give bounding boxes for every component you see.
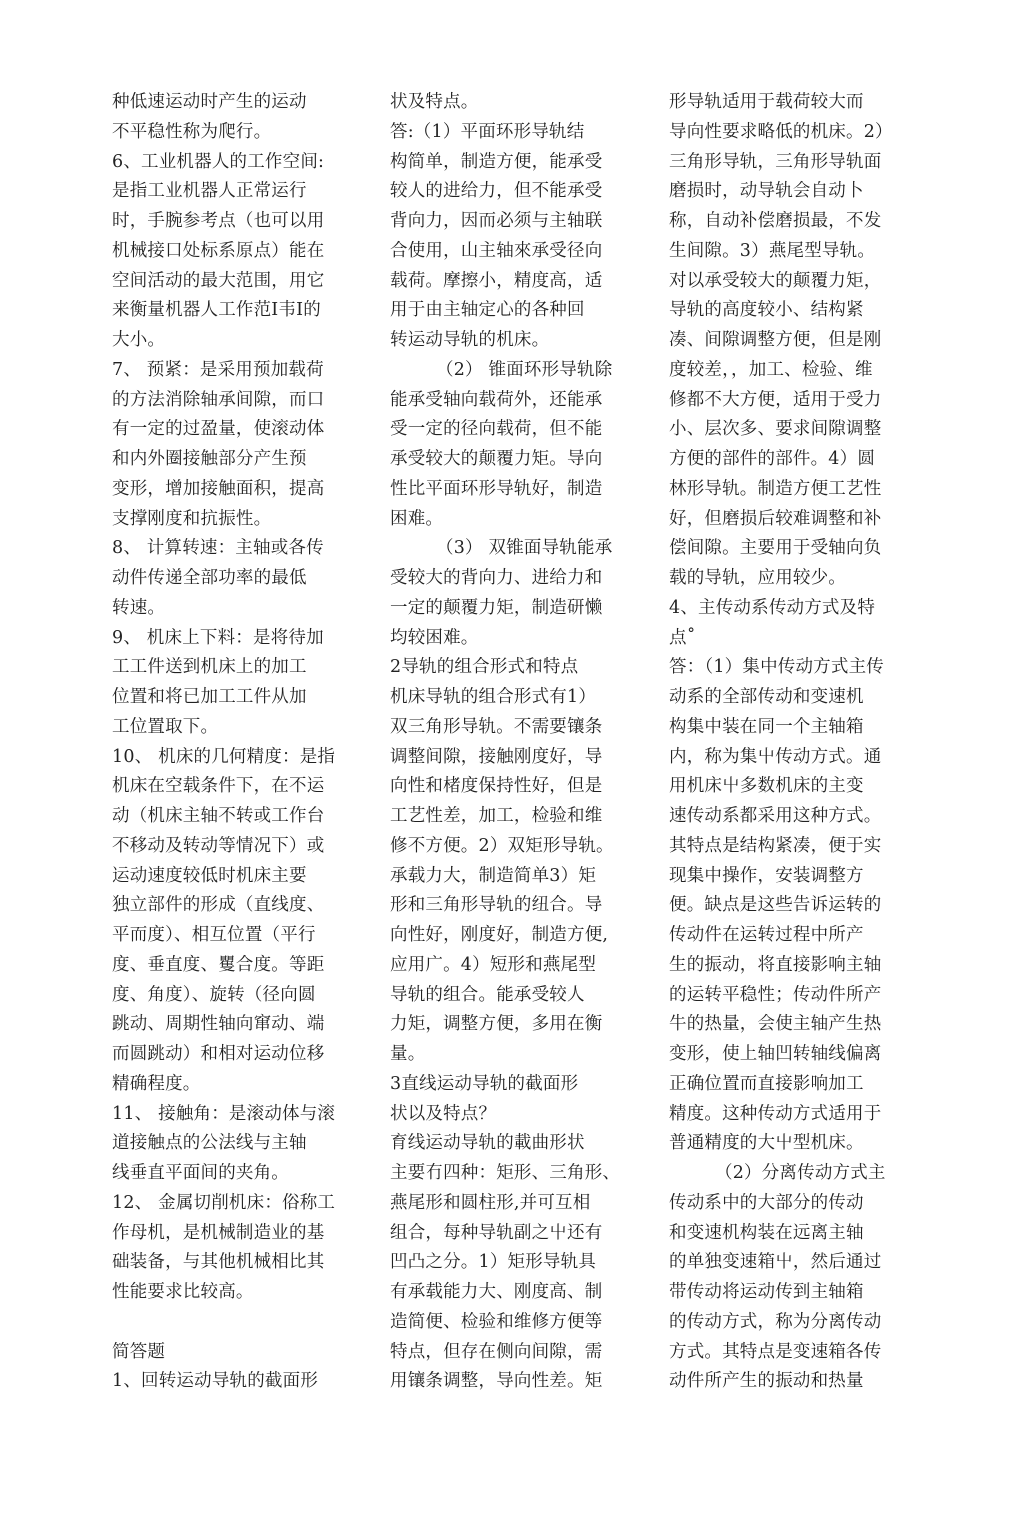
text-line: 修都不大方便，适用于受力 bbox=[669, 389, 882, 410]
text-line: 有承载能力大、刚度高、制 bbox=[390, 1282, 603, 1302]
text-line: 答：（1）集中传动方式主传 bbox=[669, 657, 884, 678]
text-line: 础装备，与其他机械相比其 bbox=[112, 1252, 325, 1273]
text-line: 的运转平稳性；传动件所产 bbox=[669, 984, 882, 1005]
text-line: 变形，增加接触面积，提高 bbox=[112, 478, 325, 499]
text-line: 1、回转运动导轨的截面形 bbox=[112, 1371, 319, 1392]
text-line: 机械接口处标系原点）能在 bbox=[112, 240, 325, 261]
text-line: 工艺性差，加工，检验和维 bbox=[390, 806, 603, 826]
text-line: 不平稳性称为爬行。 bbox=[112, 121, 272, 142]
text-line: 传动系中的大部分的传动 bbox=[669, 1192, 864, 1213]
text-line: 11、 接触角：是滚动体与滚 bbox=[112, 1103, 336, 1124]
text-line: 性能要求比较高。 bbox=[112, 1282, 254, 1302]
text-line: 传动件在运转过程中所产 bbox=[669, 925, 864, 945]
text-line: 的单独变速箱屮，然后通过 bbox=[669, 1252, 882, 1273]
text-line: 3直线运动导轨的截面形 bbox=[390, 1073, 579, 1094]
text-line: 现集中操作，安装调整方 bbox=[669, 865, 864, 886]
text-line: 承载力大，制造简单3）矩 bbox=[390, 865, 597, 886]
text-line: 好，但磨损后较难调整和补 bbox=[669, 508, 882, 529]
text-line: 均较困难。 bbox=[390, 627, 479, 648]
text-line: 性比平面环形导轨好，制造 bbox=[390, 478, 603, 499]
text-line: 导向性要求略低的机床。2） bbox=[669, 121, 893, 142]
text-line: 一定的颠覆力矩，制造研懒 bbox=[390, 597, 603, 618]
text-line: 平而度）、相互位置（平行 bbox=[112, 925, 316, 945]
text-line: 凑、间隙调整方便，但是刚 bbox=[669, 330, 882, 350]
text-line: 向性好，刚度好，制造方便, bbox=[390, 925, 609, 945]
text-line: 生的振动，将直接影响主轴 bbox=[669, 954, 882, 975]
text-line: 燕尾形和圆柱形,并可互相 bbox=[390, 1192, 591, 1213]
text-line: 导轨的组合。能承受较人 bbox=[390, 984, 585, 1005]
text-line: 修不方便。2）双矩形导轨。 bbox=[390, 835, 614, 856]
text-line: 6、工业机器人的工作空间: bbox=[112, 151, 325, 172]
text-line: 种低速运动时产生的运动 bbox=[112, 92, 307, 112]
text-line: 道接触点的公法线与主轴 bbox=[112, 1133, 307, 1154]
text-line: 的传动方式，称为分离传动 bbox=[669, 1311, 882, 1332]
text-line: 方便的部件的部件。4）圆 bbox=[669, 449, 876, 469]
text-line: 7、 预紧：是采用预加载荷 bbox=[112, 359, 324, 380]
text-line: 动件所产生的振动和热量 bbox=[669, 1371, 864, 1392]
text-line: 牛的热量，会使主轴产生热 bbox=[669, 1014, 882, 1035]
text-line: （2） 锥面环形导轨除 bbox=[436, 359, 613, 380]
text-line: 4、主传动系传动方式及特 bbox=[669, 597, 876, 618]
text-line: 用机床屮多数机床的主变 bbox=[669, 776, 864, 797]
text-line: 内，称为集屮传动方式。通 bbox=[669, 746, 882, 767]
text-line: 跳动、周期性轴向窜动、端 bbox=[112, 1014, 325, 1035]
text-line: 方式。其特点是变速箱各传 bbox=[669, 1341, 882, 1362]
text-line: 林形导轨。制造方便工艺性 bbox=[669, 478, 882, 499]
text-line: 速传动系都采用这种方式。 bbox=[669, 806, 882, 826]
text-line: 工位置取下。 bbox=[112, 716, 219, 737]
text-line: 凹凸之分。1）矩形导轨具 bbox=[390, 1252, 597, 1273]
text-line: 向性和楮度保持性好，但是 bbox=[390, 776, 603, 797]
text-line: 答:（1）平面环形导轨结 bbox=[390, 121, 585, 142]
text-line: 动（机床主轴不转或工作台 bbox=[112, 806, 325, 826]
text-line: 较人的进给力，但不能承受 bbox=[390, 181, 603, 202]
text-line: 承受较大的颠覆力矩。导向 bbox=[390, 449, 603, 469]
text-line: 用镶条调整，导向性差。矩 bbox=[390, 1371, 603, 1392]
text-line: 精度。这种传动方式适用于 bbox=[669, 1103, 882, 1124]
text-line: 空间活动的最大范围，用它 bbox=[112, 270, 325, 291]
text-line: 载的导轨，应用较少。 bbox=[669, 568, 846, 588]
text-line: 度、角度）、旋转（径向圆 bbox=[112, 984, 316, 1005]
text-line: 时，手腕参考点（也可以用 bbox=[112, 211, 325, 231]
text-line: 小、层次多、要求间隙调整 bbox=[669, 419, 882, 440]
text-line: 调整间隙，接触刚度好，导 bbox=[390, 746, 603, 767]
text-line: 主要冇四种：矩形、三角形、 bbox=[390, 1163, 621, 1183]
text-line: 10、 机床的几何精度：是指 bbox=[112, 746, 336, 767]
text-line: 用于由主轴定心的各种回 bbox=[390, 300, 585, 321]
text-line: 线垂直平面间的夹角。 bbox=[112, 1163, 289, 1183]
text-line: 形和三角形导轨的纽合。导 bbox=[390, 895, 603, 916]
text-line: 合使用，山主轴來承受径向 bbox=[390, 240, 603, 261]
text-line: 双三角形导轨。不需要镶条 bbox=[390, 716, 603, 737]
text-column-left bbox=[112, 88, 362, 1397]
text-line: 8、 计算转速：主轴或各传 bbox=[112, 538, 324, 559]
text-column-middle bbox=[390, 88, 640, 1397]
text-line: 背向力，因而必须与主轴联 bbox=[390, 211, 603, 231]
text-line: 不移动及转动等情况下）或 bbox=[112, 835, 325, 856]
text-line: 变形，使上轴凹转轴线偏离 bbox=[669, 1044, 882, 1064]
text-line: 组合，每种导轨副之屮还有 bbox=[390, 1222, 603, 1243]
text-line: 工工件送到机床上的加工 bbox=[112, 657, 307, 678]
text-line: 三角形导轨，三角形导轨面 bbox=[669, 151, 882, 172]
text-line: 转运动导轨的机床。 bbox=[390, 330, 550, 350]
text-line: 和变速机构装在远离主轴 bbox=[669, 1222, 864, 1243]
text-line: 导轨的高度较小、结构紧 bbox=[669, 300, 864, 321]
text-line: 而圆跳动）和相对运动位移 bbox=[112, 1044, 325, 1064]
text-line: 简答题 bbox=[112, 1341, 166, 1362]
text-line: 12、 金属切削机床：俗称工 bbox=[112, 1192, 336, 1213]
text-line: 载荷。摩擦小，精度高，适 bbox=[390, 270, 603, 291]
text-line: 9、 机床上下料：是将待加 bbox=[112, 627, 324, 648]
text-line: 特点，但存在侧向间隙，需 bbox=[390, 1341, 603, 1362]
text-line: 有一定的过盈量，使滚动体 bbox=[112, 419, 325, 440]
text-line: 状及特点。 bbox=[390, 92, 479, 112]
text-line: 和内外圈接触部分产生预 bbox=[112, 449, 307, 469]
text-line: 正确位置而直接影响加工 bbox=[669, 1073, 864, 1094]
text-line: 受一定的径向载荷，但不能 bbox=[390, 419, 603, 440]
text-line: 构简单，制造方便，能承受 bbox=[390, 151, 603, 172]
text-line: （3） 双锥面导轨能承 bbox=[436, 538, 613, 559]
text-line: 对以承受较大的颠覆力矩， bbox=[669, 270, 882, 291]
text-line: 带传动将运动传到主轴箱 bbox=[669, 1282, 864, 1302]
text-line: 运动速度较低时机床主要 bbox=[112, 865, 307, 886]
text-line: 来衡量机器人工作范I韦I的 bbox=[112, 300, 321, 321]
text-line: 普通精度的大屮型机床。 bbox=[669, 1133, 864, 1154]
text-line: 转速。 bbox=[112, 597, 166, 618]
text-line: （2）分离传动方式主 bbox=[715, 1163, 886, 1183]
text-line: 偿间隙。主要用于受轴向负 bbox=[669, 538, 882, 559]
text-line: 是指工业机器人正常运行 bbox=[112, 181, 307, 202]
text-line: 机床导轨的组合形式有1） bbox=[390, 687, 597, 707]
text-line: 度、垂直度、矍合度。等距 bbox=[112, 954, 325, 975]
text-line: 称，自动补偿磨损最，不发 bbox=[669, 211, 882, 231]
text-line: 支撑刚度和抗振性。 bbox=[112, 508, 272, 529]
text-line: 其特点是结构紧凑，便于实 bbox=[669, 835, 882, 856]
text-line: 能承受轴向载荷外，还能承 bbox=[390, 389, 603, 410]
text-column-right bbox=[669, 88, 919, 1397]
text-line: 生间隙。3）燕尾型导轨。 bbox=[669, 240, 876, 261]
text-line: 形导轨适用于载荷较大而 bbox=[669, 92, 864, 112]
text-line: 便。缺点是这些告诉运转的 bbox=[669, 895, 882, 916]
text-line: 育线运动导轨的載曲形状 bbox=[390, 1133, 585, 1154]
text-line: 磨损时，动导轨会自动卜 bbox=[669, 181, 864, 202]
text-line: 机床在空载条件下，在不运 bbox=[112, 776, 325, 797]
text-line: 状以及特点？ bbox=[390, 1103, 497, 1124]
text-line: 力矩，调整方便，多用在衡 bbox=[390, 1014, 603, 1035]
text-line: 量。 bbox=[390, 1044, 426, 1064]
text-line: 应用广。4）短形和燕尾型 bbox=[390, 954, 597, 975]
text-line: 作母机，是机械制造业的基 bbox=[112, 1222, 325, 1243]
text-line: 点˚ bbox=[669, 627, 696, 648]
text-line: 构集中装在同一个主轴箱 bbox=[669, 716, 864, 737]
text-line: 独立部件的形成（直线度、 bbox=[112, 895, 325, 916]
text-line: 度较差，，加工、检验、维 bbox=[669, 359, 873, 380]
text-line bbox=[112, 1308, 362, 1338]
text-line: 困难。 bbox=[390, 508, 444, 529]
text-line: 动件传递全部功率的最低 bbox=[112, 568, 307, 588]
text-line: 精确程度。 bbox=[112, 1073, 201, 1094]
text-line: 2导轨的组合形式和特点 bbox=[390, 657, 579, 678]
text-line: 的方法消除轴承间隙，而口 bbox=[112, 389, 325, 410]
text-line: 受较大的背向力、进给力和 bbox=[390, 568, 603, 588]
text-line: 动系的全部传动和变速机 bbox=[669, 687, 864, 707]
text-line: 大小。 bbox=[112, 330, 166, 350]
text-line: 造简便、检验和维修方便等 bbox=[390, 1311, 603, 1332]
text-line: 位置和将已加工工件从加 bbox=[112, 687, 307, 707]
